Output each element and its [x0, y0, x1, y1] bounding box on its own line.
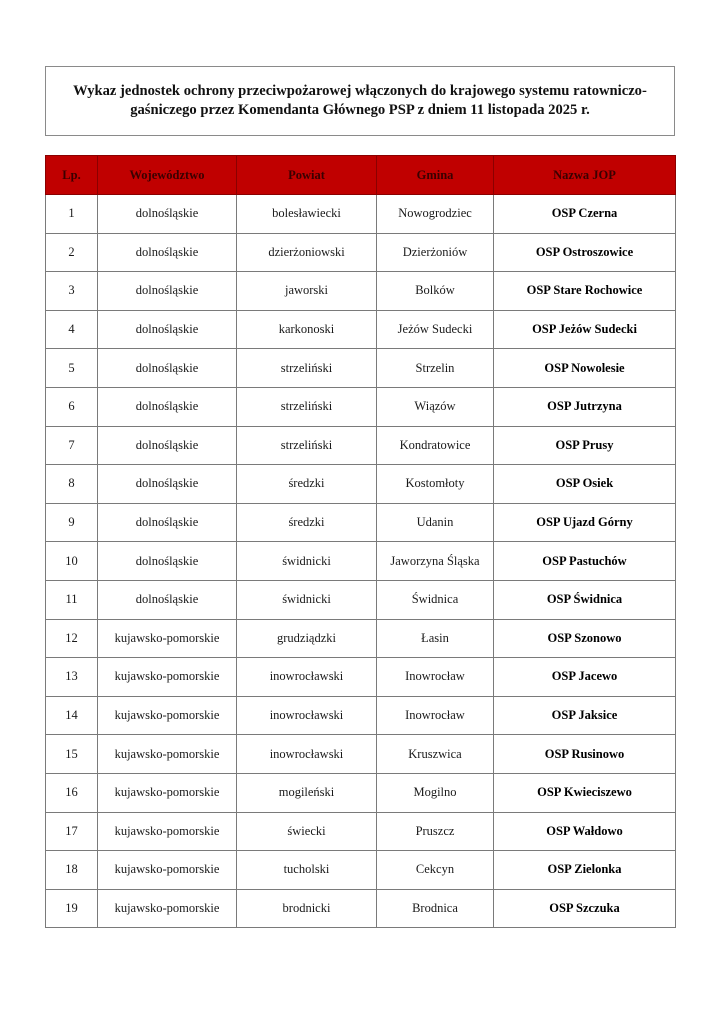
- cell-wojewodztwo: dolnośląskie: [98, 233, 237, 272]
- cell-powiat: świecki: [237, 812, 377, 851]
- table-row: [46, 195, 676, 234]
- cell-powiat: strzeliński: [237, 349, 377, 388]
- cell-wojewodztwo: kujawsko-pomorskie: [98, 735, 237, 774]
- cell-lp: 2: [46, 233, 98, 272]
- cell-gmina: Udanin: [377, 503, 494, 542]
- cell-wojewodztwo: dolnośląskie: [98, 195, 237, 234]
- cell-wojewodztwo: kujawsko-pomorskie: [98, 851, 237, 890]
- cell-nazwa-jop: OSP Osiek: [494, 465, 676, 504]
- cell-gmina: Nowogrodziec: [377, 195, 494, 234]
- table-header-row: [46, 156, 676, 195]
- cell-nazwa-jop: OSP Czerna: [494, 195, 676, 234]
- cell-gmina: Kostomłoty: [377, 465, 494, 504]
- cell-nazwa-jop: OSP Jacewo: [494, 658, 676, 697]
- table-row: [46, 272, 676, 311]
- cell-nazwa-jop: OSP Nowolesie: [494, 349, 676, 388]
- cell-lp: 9: [46, 503, 98, 542]
- cell-gmina: Dzierżoniów: [377, 233, 494, 272]
- cell-lp: 16: [46, 773, 98, 812]
- cell-powiat: strzeliński: [237, 387, 377, 426]
- table-row: [46, 735, 676, 774]
- cell-nazwa-jop: OSP Świdnica: [494, 580, 676, 619]
- table-row: [46, 465, 676, 504]
- cell-wojewodztwo: dolnośląskie: [98, 503, 237, 542]
- cell-nazwa-jop: OSP Ujazd Górny: [494, 503, 676, 542]
- cell-wojewodztwo: dolnośląskie: [98, 387, 237, 426]
- cell-powiat: średzki: [237, 503, 377, 542]
- cell-wojewodztwo: dolnośląskie: [98, 272, 237, 311]
- cell-gmina: Inowrocław: [377, 696, 494, 735]
- cell-nazwa-jop: OSP Ostroszowice: [494, 233, 676, 272]
- cell-powiat: inowrocławski: [237, 658, 377, 697]
- table-body: [46, 195, 676, 928]
- cell-gmina: Strzelin: [377, 349, 494, 388]
- cell-gmina: Cekcyn: [377, 851, 494, 890]
- cell-lp: 10: [46, 542, 98, 581]
- cell-gmina: Inowrocław: [377, 658, 494, 697]
- cell-wojewodztwo: kujawsko-pomorskie: [98, 619, 237, 658]
- table-row: [46, 851, 676, 890]
- cell-nazwa-jop: OSP Rusinowo: [494, 735, 676, 774]
- cell-gmina: Brodnica: [377, 889, 494, 928]
- cell-powiat: mogileński: [237, 773, 377, 812]
- table-row: [46, 233, 676, 272]
- cell-lp: 1: [46, 195, 98, 234]
- cell-wojewodztwo: kujawsko-pomorskie: [98, 773, 237, 812]
- table-row: [46, 773, 676, 812]
- cell-lp: 4: [46, 310, 98, 349]
- cell-nazwa-jop: OSP Szczuka: [494, 889, 676, 928]
- cell-gmina: Wiązów: [377, 387, 494, 426]
- table-row: [46, 310, 676, 349]
- cell-powiat: tucholski: [237, 851, 377, 890]
- cell-lp: 13: [46, 658, 98, 697]
- cell-lp: 19: [46, 889, 98, 928]
- header-gmina: Gmina: [377, 156, 494, 195]
- cell-nazwa-jop: OSP Stare Rochowice: [494, 272, 676, 311]
- table-row: [46, 812, 676, 851]
- jop-table: [45, 155, 676, 928]
- cell-powiat: bolesławiecki: [237, 195, 377, 234]
- cell-powiat: strzeliński: [237, 426, 377, 465]
- cell-wojewodztwo: dolnośląskie: [98, 542, 237, 581]
- cell-gmina: Bolków: [377, 272, 494, 311]
- cell-nazwa-jop: OSP Prusy: [494, 426, 676, 465]
- cell-powiat: świdnicki: [237, 580, 377, 619]
- cell-lp: 3: [46, 272, 98, 311]
- header-powiat: Powiat: [237, 156, 377, 195]
- cell-powiat: jaworski: [237, 272, 377, 311]
- cell-nazwa-jop: OSP Jutrzyna: [494, 387, 676, 426]
- table-row: [46, 580, 676, 619]
- cell-powiat: świdnicki: [237, 542, 377, 581]
- cell-lp: 17: [46, 812, 98, 851]
- cell-lp: 15: [46, 735, 98, 774]
- cell-gmina: Kondratowice: [377, 426, 494, 465]
- cell-powiat: karkonoski: [237, 310, 377, 349]
- cell-powiat: inowrocławski: [237, 735, 377, 774]
- cell-gmina: Pruszcz: [377, 812, 494, 851]
- cell-lp: 6: [46, 387, 98, 426]
- table-row: [46, 503, 676, 542]
- cell-wojewodztwo: kujawsko-pomorskie: [98, 889, 237, 928]
- cell-lp: 8: [46, 465, 98, 504]
- table-row: [46, 349, 676, 388]
- cell-wojewodztwo: dolnośląskie: [98, 426, 237, 465]
- cell-lp: 5: [46, 349, 98, 388]
- cell-powiat: inowrocławski: [237, 696, 377, 735]
- document-title: Wykaz jednostek ochrony przeciwpożarowej włączonych do krajowego systemu ratowniczo-gaśniczego przez Komendanta Głównego PSP z dniem 11 listopada 2025 r.: [73, 83, 647, 118]
- cell-nazwa-jop: OSP Szonowo: [494, 619, 676, 658]
- table-row: [46, 658, 676, 697]
- cell-wojewodztwo: kujawsko-pomorskie: [98, 696, 237, 735]
- cell-wojewodztwo: dolnośląskie: [98, 580, 237, 619]
- cell-powiat: grudziądzki: [237, 619, 377, 658]
- header-nazwa-jop: Nazwa JOP: [494, 156, 676, 195]
- cell-nazwa-jop: OSP Jeżów Sudecki: [494, 310, 676, 349]
- cell-powiat: średzki: [237, 465, 377, 504]
- cell-nazwa-jop: OSP Kwieciszewo: [494, 773, 676, 812]
- cell-gmina: Mogilno: [377, 773, 494, 812]
- cell-lp: 14: [46, 696, 98, 735]
- table-row: [46, 889, 676, 928]
- cell-gmina: Kruszwica: [377, 735, 494, 774]
- cell-nazwa-jop: OSP Pastuchów: [494, 542, 676, 581]
- cell-gmina: Jeżów Sudecki: [377, 310, 494, 349]
- table-row: [46, 426, 676, 465]
- cell-powiat: dzierżoniowski: [237, 233, 377, 272]
- cell-lp: 18: [46, 851, 98, 890]
- cell-wojewodztwo: dolnośląskie: [98, 465, 237, 504]
- cell-powiat: brodnicki: [237, 889, 377, 928]
- table-row: [46, 542, 676, 581]
- header-wojewodztwo: Województwo: [98, 156, 237, 195]
- cell-nazwa-jop: OSP Wałdowo: [494, 812, 676, 851]
- table-row: [46, 619, 676, 658]
- cell-gmina: Łasin: [377, 619, 494, 658]
- cell-gmina: Jaworzyna Śląska: [377, 542, 494, 581]
- table-row: [46, 387, 676, 426]
- header-lp: Lp.: [46, 156, 98, 195]
- cell-gmina: Świdnica: [377, 580, 494, 619]
- cell-nazwa-jop: OSP Zielonka: [494, 851, 676, 890]
- cell-wojewodztwo: kujawsko-pomorskie: [98, 658, 237, 697]
- cell-lp: 11: [46, 580, 98, 619]
- cell-wojewodztwo: dolnośląskie: [98, 310, 237, 349]
- document-title-box: [45, 66, 675, 136]
- cell-nazwa-jop: OSP Jaksice: [494, 696, 676, 735]
- table-row: [46, 696, 676, 735]
- cell-wojewodztwo: kujawsko-pomorskie: [98, 812, 237, 851]
- cell-lp: 12: [46, 619, 98, 658]
- cell-lp: 7: [46, 426, 98, 465]
- cell-wojewodztwo: dolnośląskie: [98, 349, 237, 388]
